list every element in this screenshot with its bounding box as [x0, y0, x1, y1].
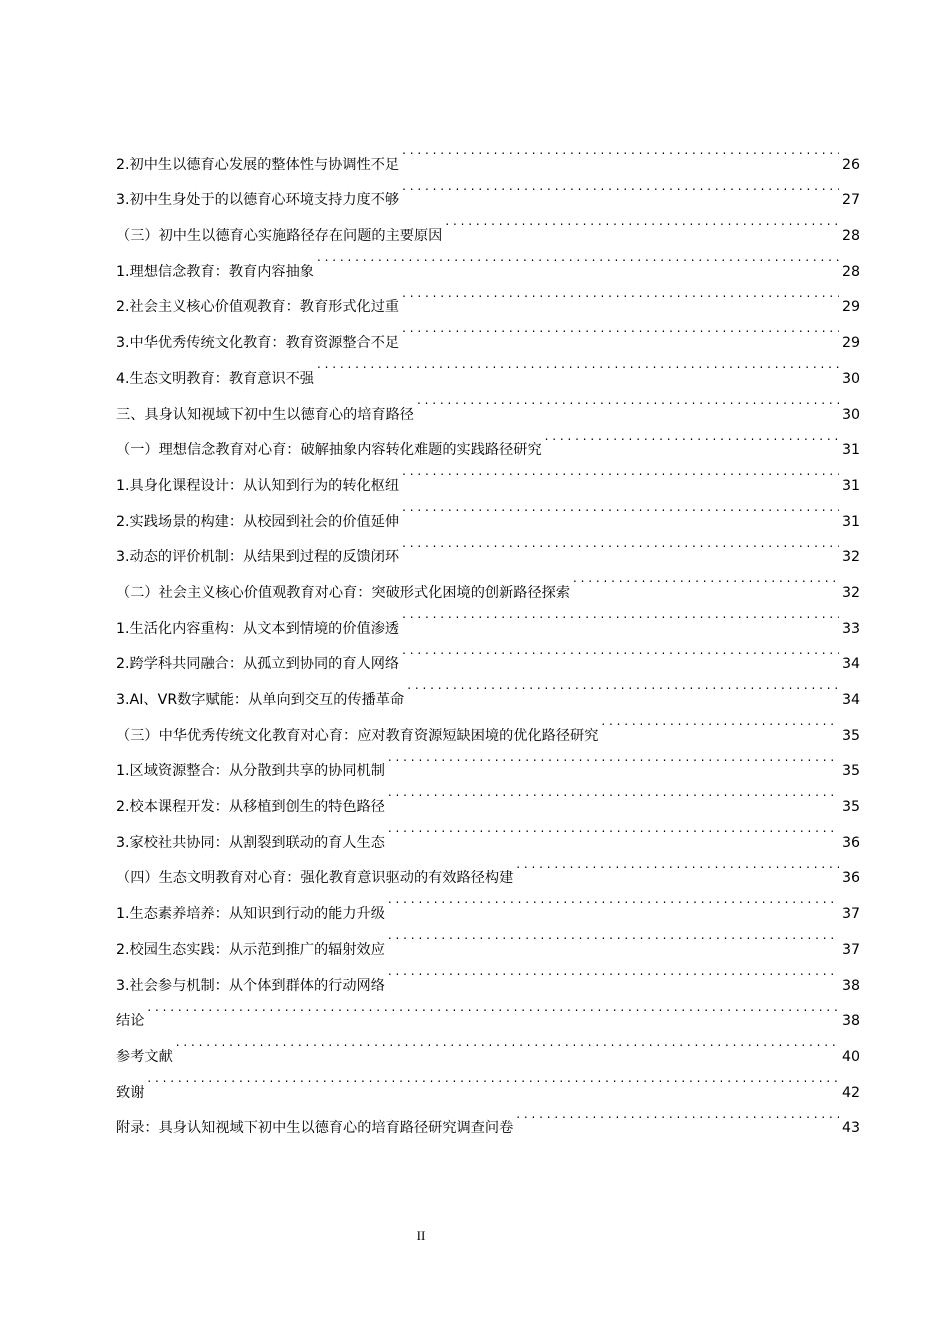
toc-entry-title: 2.校本课程开发：从移植到创生的特色路径: [116, 799, 385, 816]
toc-dot-leader: [317, 347, 839, 383]
toc-dot-leader: [402, 633, 839, 669]
toc-dot-leader: [417, 383, 839, 419]
toc-dot-leader: [545, 419, 839, 455]
toc-entry-page-number: 40: [841, 1048, 860, 1065]
toc-dot-leader: [402, 454, 839, 490]
toc-entry[interactable]: [116, 133, 860, 173]
toc-dot-leader: [407, 668, 839, 704]
toc-entry-title: 结论: [116, 1013, 145, 1030]
toc-entry-page-number: 42: [841, 1084, 860, 1101]
toc-entry-page-number: 28: [841, 263, 860, 280]
toc-dot-leader: [176, 1025, 839, 1061]
toc-dot-leader: [388, 954, 839, 990]
toc-entry-page-number: 32: [841, 584, 860, 601]
toc-entry-title: 致谢: [116, 1084, 145, 1101]
toc-entry-title: 2.社会主义核心价值观教育：教育形式化过重: [116, 299, 400, 316]
toc-dot-leader: [388, 775, 839, 811]
toc-entry-title: （四）生态文明教育对心育：强化教育意识驱动的有效路径构建: [116, 870, 514, 887]
toc-entry-page-number: 34: [841, 692, 860, 708]
toc-entry-page-number: 29: [841, 299, 860, 316]
toc-entry-title: 2.实践场景的构建：从校园到社会的价值延伸: [116, 513, 400, 530]
toc-entry[interactable]: [116, 1097, 860, 1137]
toc-entry-title: 1.生态素养培养：从知识到行动的能力升级: [116, 906, 385, 923]
toc-dot-leader: [573, 561, 839, 597]
toc-dot-leader: [317, 240, 839, 276]
toc-entry-title: 1.区域资源整合：从分散到共享的协同机制: [116, 763, 385, 780]
toc-dot-leader: [388, 918, 839, 954]
toc-entry-page-number: 27: [841, 192, 860, 209]
toc-entry[interactable]: [116, 1025, 860, 1065]
toc-entry-page-number: 38: [841, 977, 860, 994]
toc-entry-page-number: 35: [841, 727, 860, 744]
toc-entry-page-number: 30: [841, 370, 860, 387]
toc-entry-page-number: 34: [841, 656, 860, 673]
table-of-contents: [116, 133, 860, 1137]
toc-entry-page-number: 33: [841, 620, 860, 637]
toc-entry-title: 附录：具身认知视域下初中生以德育心的培育路径研究调查问卷: [116, 1120, 514, 1137]
toc-entry-title: 3.中华优秀传统文化教育：教育资源整合不足: [116, 335, 400, 352]
toc-dot-leader: [402, 276, 839, 312]
toc-entry-title: （二）社会主义核心价值观教育对心育：突破形式化困境的创新路径探索: [116, 584, 571, 601]
toc-entry-title: 3.家校社共协同：从割裂到联动的育人生态: [116, 834, 385, 851]
toc-entry-title: 3.社会参与机制：从个体到群体的行动网络: [116, 977, 385, 994]
toc-entry-page-number: 37: [841, 941, 860, 958]
toc-dot-leader: [388, 740, 839, 776]
toc-entry-title: 1.理想信念教育：教育内容抽象: [116, 263, 314, 280]
toc-entry-page-number: 35: [841, 763, 860, 780]
toc-dot-leader: [402, 526, 839, 562]
toc-dot-leader: [402, 311, 839, 347]
toc-entry-title: （一）理想信念教育对心育：破解抽象内容转化难题的实践路径研究: [116, 442, 542, 459]
toc-entry-title: 1.具身化课程设计：从认知到行为的转化枢纽: [116, 477, 400, 494]
toc-entry-page-number: 31: [841, 442, 860, 459]
toc-entry-page-number: 29: [841, 335, 860, 352]
toc-dot-leader: [516, 847, 839, 883]
toc-dot-leader: [402, 169, 839, 205]
toc-entry-page-number: 28: [841, 228, 860, 245]
toc-entry-page-number: 31: [841, 477, 860, 494]
toc-dot-leader: [445, 204, 839, 240]
toc-dot-leader: [516, 1097, 839, 1133]
toc-dot-leader: [402, 597, 839, 633]
toc-entry-title: （三）初中生以德育心实施路径存在问题的主要原因: [116, 228, 443, 245]
toc-entry-page-number: 36: [841, 870, 860, 887]
toc-entry-title: （三）中华优秀传统文化教育对心育：应对教育资源短缺困境的优化路径研究: [116, 727, 599, 744]
toc-dot-leader: [388, 882, 839, 918]
toc-entry-page-number: 31: [841, 513, 860, 530]
page-number-footer: II: [416, 1228, 426, 1243]
toc-entry-page-number: 37: [841, 906, 860, 923]
toc-entry-title: 参考文献: [116, 1048, 173, 1065]
toc-entry-page-number: 32: [841, 549, 860, 566]
toc-entry-title: 4.生态文明教育：教育意识不强: [116, 370, 314, 387]
toc-entry-title: 3.AI、VR数字赋能：从单向到交互的传播革命: [116, 692, 405, 708]
toc-entry-page-number: 35: [841, 799, 860, 816]
toc-dot-leader: [402, 133, 839, 169]
toc-entry-title: 2.跨学科共同融合：从孤立到协同的育人网络: [116, 656, 400, 673]
toc-entry-page-number: 43: [841, 1120, 860, 1137]
toc-dot-leader: [402, 490, 839, 526]
toc-entry-title: 2.初中生以德育心发展的整体性与协调性不足: [116, 156, 400, 173]
toc-entry-title: 3.动态的评价机制：从结果到过程的反馈闭环: [116, 549, 400, 566]
toc-dot-leader: [147, 1061, 839, 1097]
toc-dot-leader: [147, 990, 839, 1026]
toc-entry-page-number: 26: [841, 156, 860, 173]
toc-entry-title: 三、具身认知视域下初中生以德育心的培育路径: [116, 406, 414, 423]
toc-dot-leader: [601, 704, 839, 740]
toc-entry[interactable]: [116, 1061, 860, 1101]
toc-entry-page-number: 30: [841, 406, 860, 423]
toc-entry-title: 2.校园生态实践：从示范到推广的辐射效应: [116, 941, 385, 958]
toc-entry-title: 3.初中生身处于的以德育心环境支持力度不够: [116, 192, 400, 209]
toc-entry-title: 1.生活化内容重构：从文本到情境的价值渗透: [116, 620, 400, 637]
toc-entry-page-number: 38: [841, 1013, 860, 1030]
toc-entry-page-number: 36: [841, 834, 860, 851]
toc-dot-leader: [388, 811, 839, 847]
toc-entry[interactable]: [116, 990, 860, 1030]
